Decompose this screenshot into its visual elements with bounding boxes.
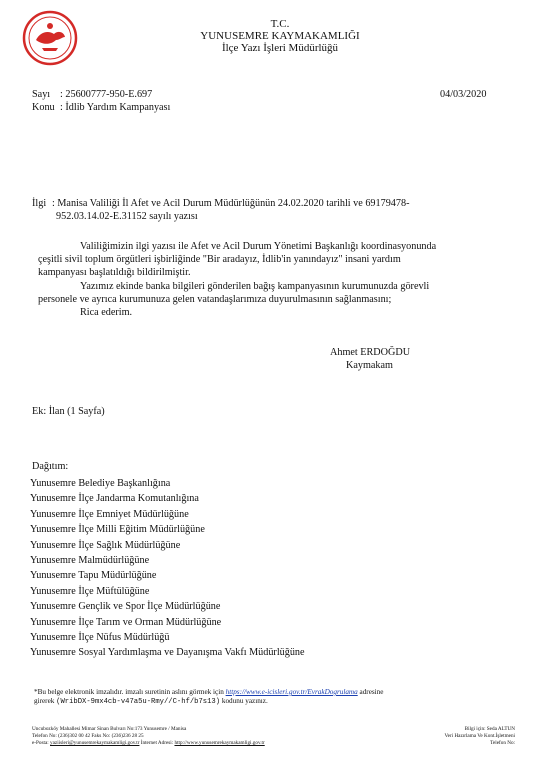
distribution-item: Yunusemre İlçe Nüfus Müdürlüğü (30, 632, 170, 643)
paragraph-2-line-2: personele ve ayrıca kurumunuza gelen vatandaşlarımıza duyurulmasının sağlanmasını; (38, 294, 392, 305)
footer-web[interactable]: http://www.yunusemrekaymakamligi.gov.tr (174, 740, 265, 746)
distribution-item: Yunusemre İlçe Müftülüğüne (30, 585, 150, 597)
footer-contact (32, 740, 265, 747)
footer-info-role: Veri Hazırlama Ve Kont.İşletmeni (444, 733, 515, 739)
header-institution: YUNUSEMRE KAYMAKAMLIĞI (200, 30, 360, 42)
paragraph-1-line-3: kampanyası başlatıldığı bildirilmiştir. (38, 267, 191, 278)
paragraph-1-line-2: çeşitli sivil toplum örgütleri işbirliğinde "Bir aradayız, İdlib'in yanındayız" insani yardım (38, 254, 401, 265)
footer-info-contact: Bilgi için: Seda ALTUN (464, 726, 515, 732)
distribution-item: Yunusemre İlçe Tarım ve Orman Müdürlüğüne (30, 616, 222, 628)
ilgi-line-1: : Manisa Valiliği İl Afet ve Acil Durum Müdürlüğünün 24.02.2020 tarihli ve 69179478- (52, 198, 410, 209)
footnote (34, 688, 514, 707)
footnote-text-3: girerek (34, 697, 55, 705)
distribution-item: Yunusemre İlçe Jandarma Komutanlığına (30, 493, 199, 505)
konu-label: Konu (32, 102, 55, 113)
footnote-text-2: adresine (359, 688, 384, 696)
document-date: 04/03/2020 (440, 89, 487, 100)
distribution-item: Yunusemre İlçe Milli Eğitim Müdürlüğüne (30, 524, 205, 536)
sayi-value: : 25600777-950-E.697 (60, 89, 153, 100)
verification-link[interactable]: https://www.e-icisleri.gov.tr/EvrakDogrulama (225, 688, 358, 696)
paragraph-1-line-1: Valiliğimizin ilgi yazısı ile Afet ve Acil Durum Yönetimi Başkanlığı koordinasyonunda (80, 241, 437, 252)
paragraph-3: Rica ederim. (80, 307, 133, 318)
distribution-item: Yunusemre Sosyal Yardımlaşma ve Dayanışma Vakfı Müdürlüğüne (30, 647, 305, 659)
footnote-text-4: kodunu yazınız. (221, 697, 268, 705)
verification-code: (WribDX-9mx4cb-v47a5u-Rmy//C-hf/b7s13) (56, 698, 221, 706)
attachment-note: Ek: İlan (1 Sayfa) (32, 406, 105, 417)
footer-address: Uncubozköy Mahallesi Mimar Sinan Bulvarı No:173 Yunusemre / Manisa (32, 726, 187, 732)
distribution-item: Yunusemre İlçe Sağlık Müdürlüğüne (30, 539, 181, 551)
header-department: İlçe Yazı İşleri Müdürlüğü (221, 42, 339, 54)
distribution-item: Yunusemre Malmüdürlüğüne (30, 555, 150, 566)
footer-phone: Telefon No: (236)302 00 42 Faks No: (236)236 28 25 (32, 733, 144, 739)
distribution-item: Yunusemre İlçe Emniyet Müdürlüğüne (30, 508, 189, 520)
header-tc: T.C. (270, 18, 290, 30)
distribution-title: Dağıtım: (32, 461, 69, 472)
distribution-item: Yunusemre Belediye Başkanlığına (30, 478, 171, 489)
paragraph-2-line-1: Yazımız ekinde banka bilgileri gönderilen bağış kampanyasının kurumunuzda görevli (80, 281, 430, 292)
distribution-item: Yunusemre Tapu Müdürlüğüne (30, 570, 157, 582)
signer-title: Kaymakam (346, 360, 393, 371)
sayi-label: Sayı (32, 89, 51, 100)
ministry-emblem-logo (22, 10, 78, 66)
footnote-text-1: *Bu belge elektronik imzalıdır. imzalı suretinin aslını görmek için (34, 688, 224, 696)
signer-name: Ahmet ERDOĞDU (330, 347, 411, 358)
footer-email[interactable]: yaziisleri@yunusemrekaymakamligi.gov.tr (50, 740, 140, 746)
konu-value: : İdlib Yardım Kampanyası (60, 102, 171, 113)
footer-email-label: e-Posta: (32, 740, 49, 746)
footer-web-label: İnternet Adresi: (140, 740, 174, 746)
ilgi-label: İlgi (32, 198, 47, 209)
ilgi-line-2: 952.03.14.02-E.31152 sayılı yazısı (56, 211, 198, 222)
footer-info-phone: Telefon No: (490, 740, 515, 746)
distribution-item: Yunusemre Gençlik ve Spor İlçe Müdürlüğüne (30, 601, 221, 613)
